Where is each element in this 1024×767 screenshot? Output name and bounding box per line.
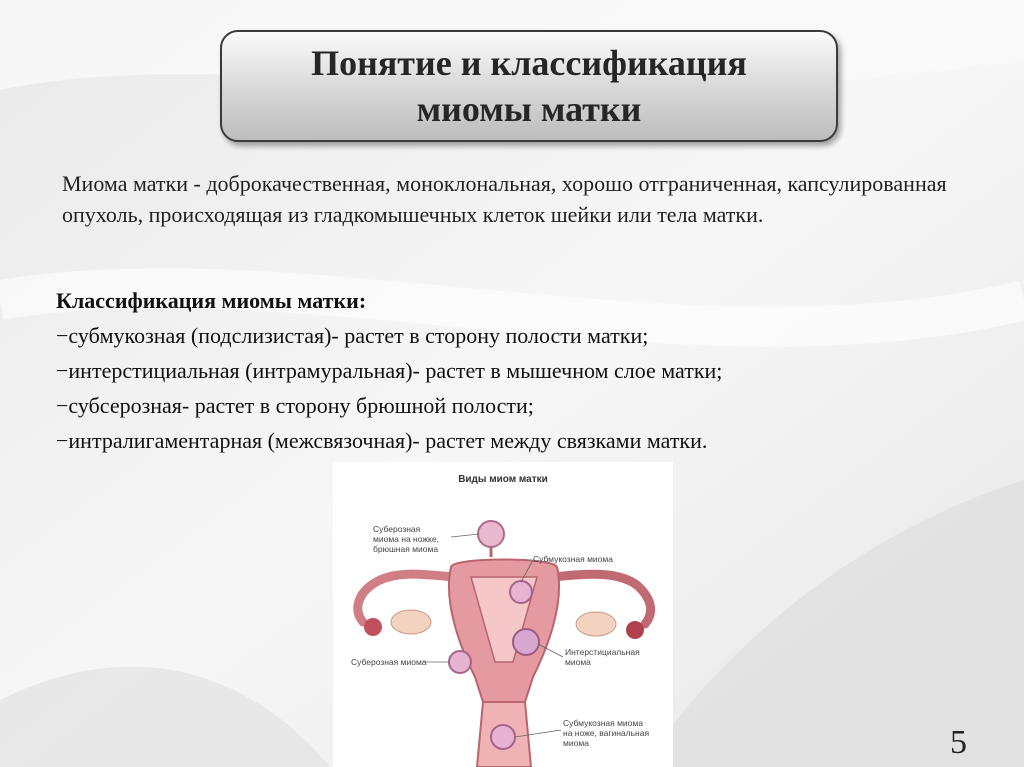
left-fimbriae <box>364 618 382 636</box>
classification-item: −субмукозная (подслизистая)- растет в сторону полости матки; <box>56 323 649 348</box>
label-submucous: Субмукозная миома <box>533 554 613 564</box>
fibroid-subserous <box>449 651 471 673</box>
label-subserous-pedunculated: Суберозная миома на ножке, брюшная миома <box>373 524 439 554</box>
title-box <box>220 30 838 142</box>
fibroid-submucous <box>510 581 532 603</box>
fibroid-submucous-vaginal <box>491 725 515 749</box>
fibroid-interstitial <box>513 629 539 655</box>
label-interstitial: Интерстициальная миома <box>565 647 640 667</box>
definition-paragraph: Миома матки - доброкачественная, моноклональная, хорошо отграниченная, капсулированная опухоль, происходящая из гладкомышечных клеток шейки или тела матки. <box>62 171 947 227</box>
left-ovary <box>391 610 431 634</box>
uterus-fibroids-diagram <box>333 462 673 767</box>
label-subserous: Суберозная миома <box>351 657 427 667</box>
fibroid-subserous-pedunculated <box>478 521 504 547</box>
classification-item: −интралигаментарная (межсвязочная)- растет между связками матки. <box>56 428 708 453</box>
classification-item: −субсерозная- растет в сторону брюшной полости; <box>56 393 534 418</box>
right-fimbriae <box>626 621 644 639</box>
classification-item: −интерстициальная (интрамуральная)- растет в мышечном слое матки; <box>56 358 723 383</box>
classification-heading: Классификация миомы матки: <box>56 288 367 313</box>
figure-title: Виды миом матки <box>458 474 548 485</box>
classification-block <box>56 283 996 458</box>
title-line-1: Понятие и классификация <box>311 43 747 83</box>
page-number: 5 <box>950 724 967 761</box>
label-submucous-vaginal: Субмукозная миома на ноже, вагинальная миома <box>563 718 650 748</box>
right-ovary <box>576 612 616 636</box>
title-line-2: миомы матки <box>416 89 642 129</box>
